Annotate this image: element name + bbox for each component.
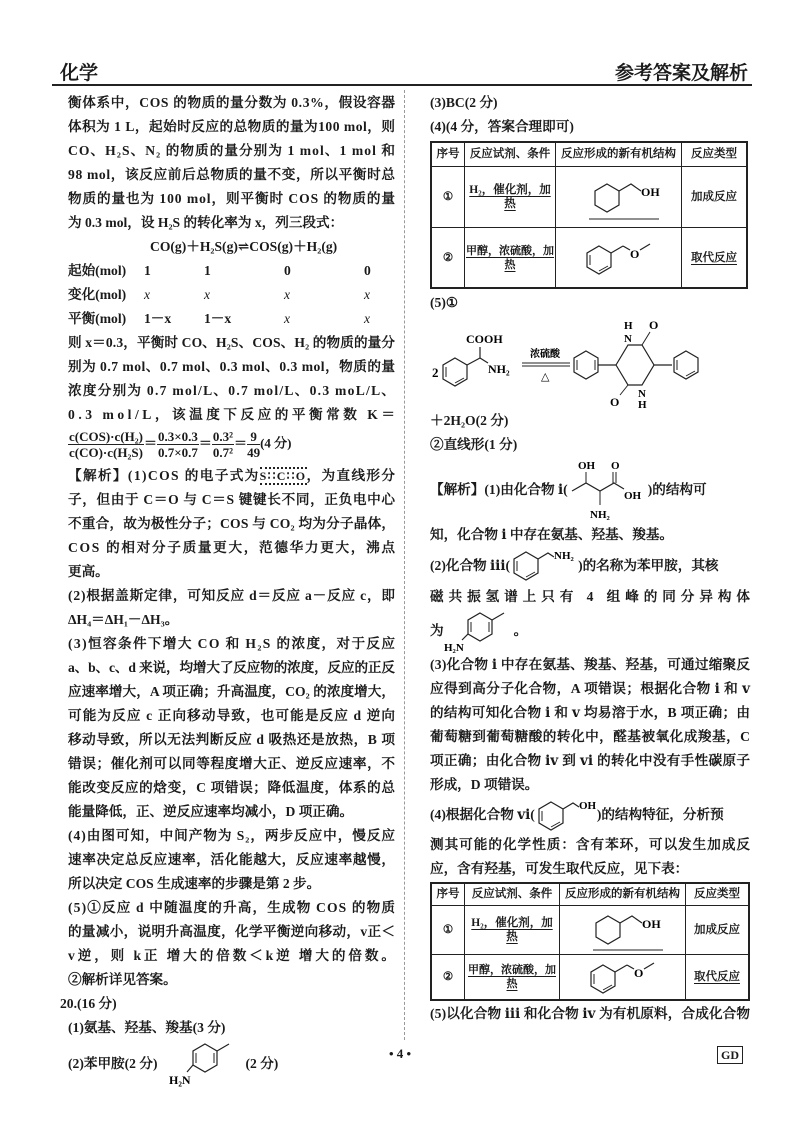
text-line: 物质的量也为 100 mol，则平衡时 COS 的物质的量: [68, 191, 396, 206]
table-cell: 甲醇，浓硫酸，加热: [465, 228, 556, 288]
table-header: 反应试剂、条件: [465, 883, 560, 905]
numerator: c(COS)·c(H₂): [69, 429, 143, 444]
q5-label: (5)①: [430, 295, 459, 310]
ice-cell: 0: [364, 263, 371, 278]
text-line: 浓度分别为 0.7 mol/L、0.7 mol/L、0.3 moL/L、: [68, 383, 397, 398]
text-line: 应，含有羟基，可发生取代反应，见下表：: [430, 861, 689, 876]
ice-cell: x: [364, 287, 371, 302]
table-header: 反应类型: [686, 883, 750, 905]
text-line: (3)恒容条件下增大 CO 和 H₂S 的浓度，对于反应: [68, 636, 397, 651]
fraction: [247, 429, 260, 460]
reaction-equation: CO(g)＋H₂S(g)⇌COS(g)＋H₂(g): [150, 239, 338, 254]
analysis-4: [68, 824, 395, 896]
numerator: 0.3²: [212, 429, 234, 444]
n-label: N: [638, 388, 646, 400]
left-column: [60, 91, 399, 1088]
text-line: (5)①反应 d 中随温度的升高，生成物 COS 的物质: [68, 900, 397, 915]
period: 。: [513, 623, 528, 638]
text-line: ②解析详见答案。: [68, 972, 177, 987]
paragraph-result: [68, 331, 399, 427]
analysis-1: [68, 488, 395, 584]
analysis-5: [68, 896, 398, 992]
table-cell: 取代反应: [682, 228, 748, 288]
text-span: (2)化合物 ⅲ(: [430, 558, 511, 573]
text-line: 的量减小，说明升高温度，化学平衡逆向移动，v正＜: [68, 924, 396, 939]
coefficient: 2: [432, 365, 439, 380]
text-line: ΔH₄＝ΔH₁－ΔH₃。: [68, 612, 179, 627]
o-label: O: [649, 318, 659, 332]
denominator: c(CO)·c(H₂S): [69, 445, 143, 460]
equilibrium-constant: [68, 427, 395, 464]
q5-part2: ②直线形(1 分): [430, 437, 518, 452]
table-cell: ②: [431, 228, 465, 288]
table-cell: 加成反应: [682, 166, 748, 228]
benzyl-methyl-ether-structure: [559, 230, 679, 286]
text-line: 的结构可知化合物 ⅰ 和 ⅴ 均易溶于水，B 项正确；由: [430, 705, 751, 720]
benzylamine-structure: [510, 547, 578, 585]
analysis-3: [68, 632, 395, 824]
cooh-label: COOH: [466, 332, 503, 346]
page-number: • 4 •: [388, 1046, 412, 1061]
fraction: [212, 429, 234, 460]
text-line: 能量降低，正、逆反应速率均减小，D 项正确。: [68, 804, 354, 819]
text-span: )的结构特征，分析预: [596, 807, 724, 822]
text-line: (4)由图可知，中间产物为 S₂，两步反应中，慢反应: [68, 828, 396, 843]
text-line: 子，但由于 C＝O 与 C＝S 键键长不同，正负电中心: [68, 492, 396, 507]
edition-code-badge: GD: [717, 1046, 743, 1064]
text-line: 更高。: [68, 564, 109, 579]
text-line: 葡萄糖到葡萄糖酸的转化中，醛基被氧化成羧基，C: [430, 729, 751, 744]
nh2-label: NH₂: [554, 550, 574, 562]
text-line: COS 的相对分子质量更大，范德华力更大，沸点: [68, 540, 397, 555]
oh-label: OH: [623, 490, 641, 502]
numerator: 9: [247, 429, 260, 445]
ice-label: 平衡(mol): [68, 311, 127, 326]
text-line: 体积为 1 L，起始时反应的总物质的量为100 mol，则: [68, 119, 396, 134]
o-label: O: [629, 246, 639, 261]
q20-part1: (1)氨基、羟基、羧基(3 分): [68, 1020, 226, 1035]
subject-title: 化学: [60, 63, 99, 84]
analysis-right-4: [430, 797, 750, 833]
h-label: H: [638, 399, 647, 409]
ice-label: 变化(mol): [68, 287, 127, 302]
reagent-label: 浓硫酸: [530, 349, 560, 360]
benzyl-alcohol-structure: [535, 797, 597, 833]
score: (4 分): [260, 435, 292, 451]
amine-label: H₂N: [443, 642, 464, 653]
table-row: [431, 905, 749, 954]
question-20: 20.(16 分): [60, 996, 117, 1011]
denominator: 0.7×0.7: [157, 445, 198, 460]
text-line: 所以决定 COS 生成速率的步骤是第 2 步。: [68, 876, 321, 891]
structure-cell: [556, 166, 682, 228]
o-label: O: [610, 460, 620, 472]
right-column: [430, 91, 755, 1026]
table-cell: ①: [431, 905, 465, 954]
text-line: 应速率增大，A 项正确；升高温度，CO₂ 的浓度增大，: [68, 684, 396, 699]
column-separator: [404, 90, 405, 1040]
structure-cell: [556, 228, 682, 288]
analysis-right-2b: 磁共振氢谱上只有 4 组峰的同分异构体: [430, 589, 755, 604]
ice-cell: x: [284, 287, 291, 302]
ice-cell: x: [284, 311, 291, 326]
header-rule: [52, 84, 752, 86]
heat-label: △: [541, 371, 550, 383]
text-line: [68, 464, 395, 488]
denominator: 49: [247, 445, 261, 460]
text-line: 衡体系中，COS 的物质的量分数为 0.3%，假设容器: [68, 95, 396, 110]
oh-label: OH: [577, 460, 595, 472]
amine-label: H₂N: [169, 1073, 192, 1087]
equals: ＝: [198, 435, 212, 451]
cyclohexylmethanol-structure: [563, 906, 683, 954]
table-cell: 取代反应: [686, 954, 750, 1000]
analysis-right-2c: [430, 609, 750, 653]
text-line: 可能为反应 c 正向移动导致，也可能是反应 d 逆向: [68, 708, 397, 723]
analysis-right-2: [430, 547, 750, 585]
text-line: 速率决定总反应速率，活化能越大，反应速率越慢，: [68, 852, 396, 867]
ice-cell: 1: [144, 263, 151, 278]
electron-formula: S∷C∷O: [259, 469, 307, 483]
q3-answer: (3)BC(2 分): [430, 95, 498, 110]
text-line: 为 0.3 mol，设 H₂S 的转化率为 x，列三段式：: [68, 215, 344, 230]
text-line: 测其可能的化学性质：含有苯环，可以发生加成反: [430, 837, 751, 852]
text-span: 为: [430, 623, 444, 638]
text-span: )的结构可: [647, 482, 707, 497]
reaction-table-2: [430, 882, 750, 1001]
table-row: [431, 228, 747, 288]
text-line: 不重合，故为极性分子；COS 与 CO₂ 均为分子晶体，: [68, 516, 396, 531]
text-span: ，为直线形分: [306, 468, 397, 483]
text-line: 应得到高分子化合物，A 项错误；根据化合物 ⅰ 和 ⅴ: [430, 681, 751, 696]
nh2-label: NH₂: [589, 509, 610, 521]
text-line: 别为 0.7 mol、0.7 mol、0.3 mol、0.3 mol，物质的量: [68, 359, 396, 374]
table-header: 反应形成的新有机结构: [560, 883, 686, 905]
table-cell: 甲醇，浓硫酸，加热: [465, 954, 560, 1000]
paragraph-setup: [68, 91, 395, 235]
denominator: 0.7²: [212, 445, 234, 460]
table-header: 序号: [431, 883, 465, 905]
numerator: 0.3×0.3: [157, 429, 198, 444]
oh-label: OH: [641, 916, 661, 931]
o-label: O: [633, 965, 643, 980]
q20-part2-score: (2 分): [245, 1056, 279, 1071]
table-header: 序号: [431, 142, 465, 166]
text-line: (3)化合物 ⅰ 中存在氨基、羧基、羟基，可通过缩聚反: [430, 657, 751, 672]
analysis-right-1: [430, 457, 750, 523]
analysis-right-1b: 知，化合物 ⅰ 中存在氨基、羟基、羧基。: [430, 527, 674, 542]
oh-label: OH: [640, 184, 660, 199]
table-header: 反应试剂、条件: [465, 142, 556, 166]
text-line: CO、H₂S、N₂ 的物质的量分别为 1 mol、1 mol 和: [68, 143, 397, 158]
text-span: 【解析】(1)由化合物 ⅰ(: [430, 482, 568, 497]
ice-cell: x: [204, 287, 211, 302]
table-cell: ②: [431, 954, 465, 1000]
q4-answer: (4)(4 分，答案合理即可): [430, 119, 574, 134]
ice-cell: x: [364, 311, 371, 326]
analysis-right-4b: [430, 833, 750, 881]
ice-cell: 0: [284, 263, 291, 278]
p-toluidine-structure: [444, 609, 514, 653]
fraction: [157, 429, 199, 460]
text-span: 【解析】(1)COS 的电子式为: [68, 468, 260, 483]
text-line: v逆，则 k正 增大的倍数＜k逆 增大的倍数。: [68, 948, 398, 963]
structure-cell: [560, 954, 686, 1000]
table-header: 反应类型: [682, 142, 748, 166]
oh-label: OH: [578, 800, 596, 812]
ice-cell: 1－x: [204, 311, 232, 326]
text-line: 则 x＝0.3，平衡时 CO、H₂S、COS、H₂ 的物质的量分: [68, 335, 396, 350]
text-line: 能改变反应的焓变，C 项错误；降低温度，体系的总: [68, 780, 396, 795]
ice-cell: x: [144, 287, 151, 302]
three-stage-table: [68, 259, 395, 331]
table-row: [431, 166, 747, 228]
table-cell: ①: [431, 166, 465, 228]
section-title: 参考答案及解析: [614, 63, 748, 84]
water-byproduct: ＋2H₂O(2 分): [430, 413, 509, 428]
text-span: )的名称为苯甲胺，其核: [578, 558, 719, 573]
equals: ＝: [143, 435, 157, 451]
text-line: 错误；催化剂可以同等程度增大正、逆反应速率，不: [68, 756, 396, 771]
table-row: [431, 954, 749, 1000]
h-label: H: [624, 320, 633, 332]
text-line: a、b、c、d 来说，均增大了反应物的浓度，反应的正反: [68, 660, 395, 675]
condensation-reaction-scheme: [430, 315, 730, 409]
compound-i-structure: [568, 457, 648, 523]
analysis-2: [68, 584, 395, 632]
nh2-label: NH₂: [488, 362, 510, 376]
q20-part2: (2)苯甲胺(2 分): [68, 1056, 158, 1071]
text-line: 项正确；由化合物 ⅳ 到 ⅵ 的转化中没有手性碳原子: [430, 753, 751, 768]
structure-cell: [560, 905, 686, 954]
ice-label: 起始(mol): [68, 263, 127, 278]
text-line: 移动导致，所以无法判断反应 d 吸热还是放热，B 项: [68, 732, 396, 747]
text-line: 98 mol，该反应前后总物质的量不变，所以平衡时总: [68, 167, 396, 182]
text-span: (4)根据化合物 ⅵ(: [430, 807, 535, 822]
n-label: N: [624, 333, 632, 345]
fraction: [68, 429, 144, 460]
ice-cell: 1－x: [144, 311, 172, 326]
text-line: (2)根据盖斯定律，可知反应 d＝反应 a－反应 c，即: [68, 588, 396, 603]
table-cell: H₂，催化剂，加热: [465, 166, 556, 228]
analysis-right-3: [430, 653, 750, 797]
cyclohexylmethanol-structure: [559, 168, 679, 226]
ice-cell: 1: [204, 263, 211, 278]
benzyl-methyl-ether-structure: [563, 955, 683, 999]
table-header: 反应形成的新有机结构: [556, 142, 682, 166]
analysis-right-5: (5)以化合物 ⅲ 和化合物 ⅳ 为有机原料，合成化合物: [430, 1005, 751, 1021]
reaction-table: [430, 141, 748, 289]
table-cell: 加成反应: [686, 905, 750, 954]
text-line: 形成，D 项错误。: [430, 777, 539, 792]
table-cell: H₂，催化剂，加热: [465, 905, 560, 954]
equals: ＝: [234, 435, 248, 451]
text-line: 0.3 mol/L，该温度下反应的平衡常数 K＝: [68, 407, 399, 422]
o-label: O: [610, 395, 620, 409]
